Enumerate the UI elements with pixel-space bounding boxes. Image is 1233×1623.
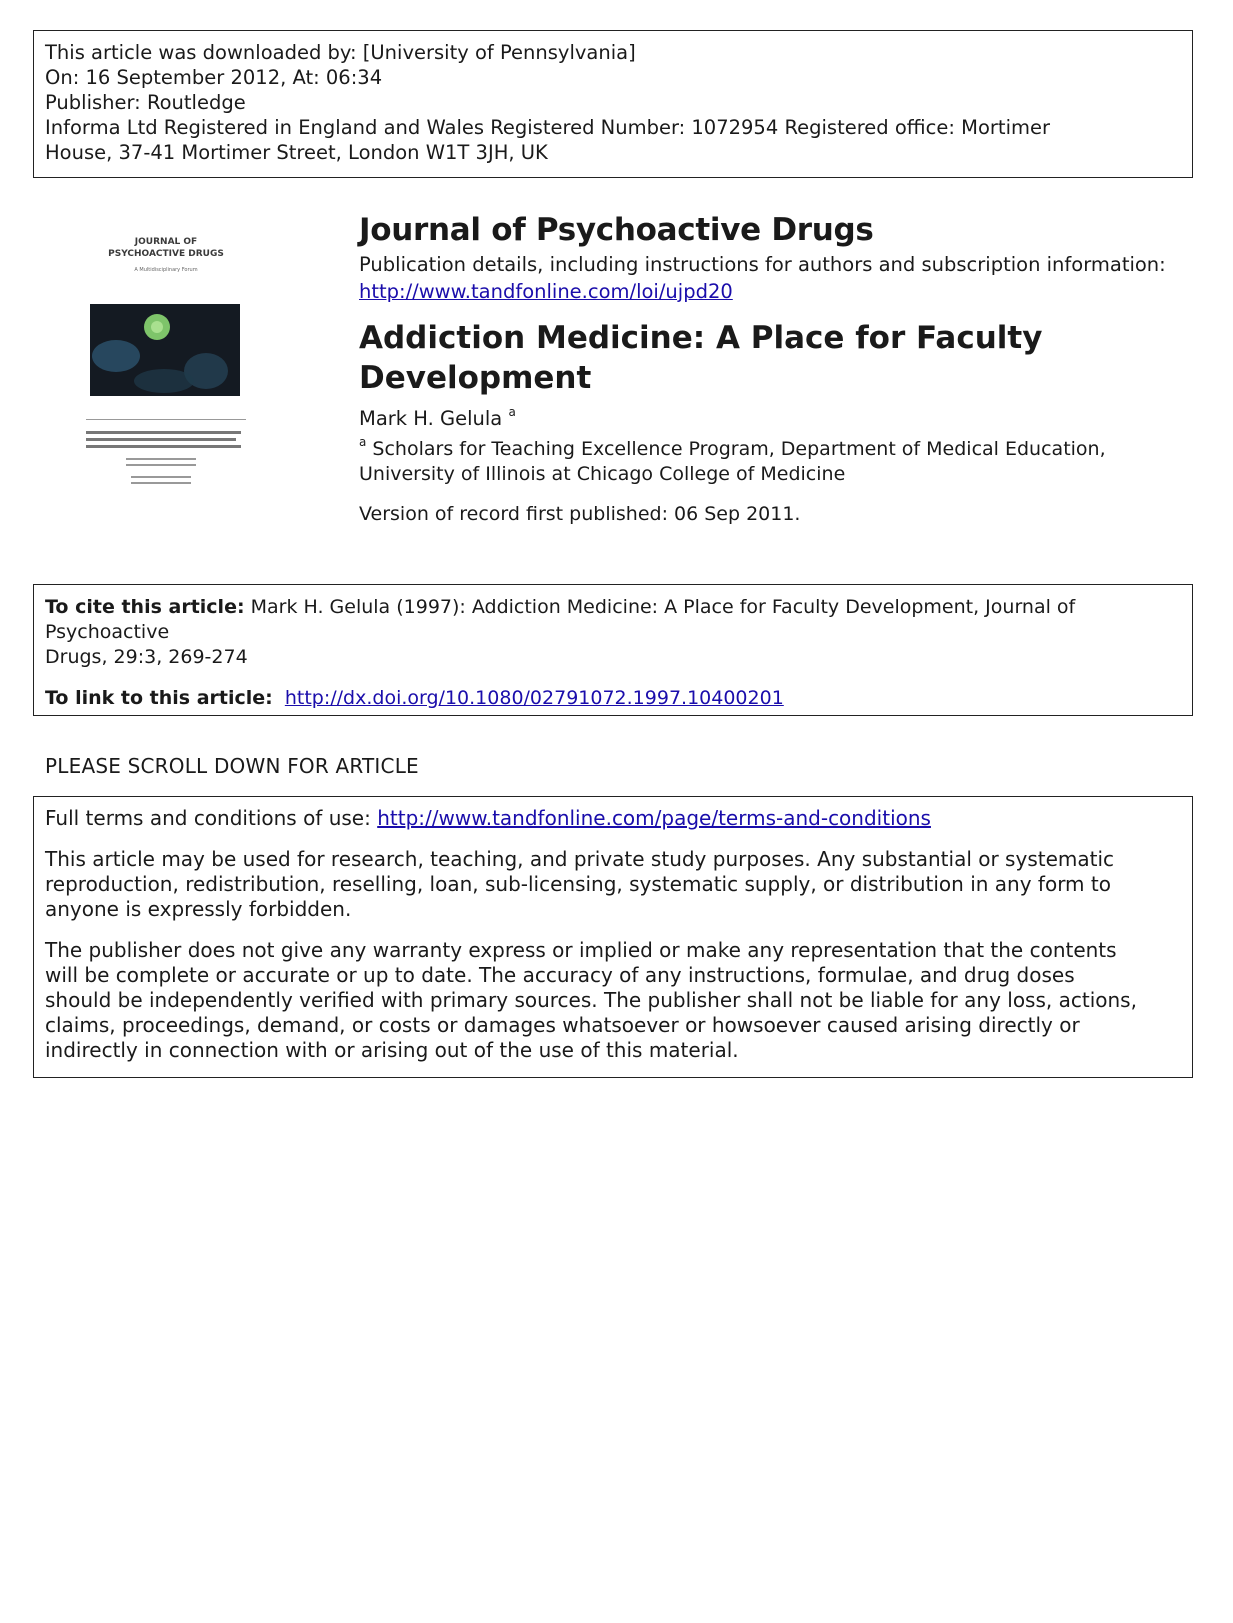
journal-url-line: [359, 279, 1179, 304]
article-header: [359, 210, 1179, 527]
cover-text-block: [86, 445, 241, 448]
article-title-line1: Addiction Medicine: A Place for Faculty: [359, 320, 1043, 356]
terms-paragraph-1: [45, 847, 1181, 922]
registration-line: Informa Ltd Registered in England and Wales Registered Number: 1072954 Registered office: Mortimer: [45, 116, 1050, 139]
cover-subtitle: A Multidisciplinary Forum: [134, 267, 198, 273]
link-label: To link to this article:: [45, 687, 273, 709]
journal-cover-image: [86, 236, 246, 506]
cover-title-line2: PSYCHOACTIVE DRUGS: [108, 249, 224, 259]
link-line: [45, 686, 1181, 711]
scroll-down-note: PLEASE SCROLL DOWN FOR ARTICLE: [45, 754, 419, 778]
article-title-line2: Development: [359, 360, 592, 396]
terms-p1-line1: This article may be used for research, teaching, and private study purposes. Any substantial or systematic: [45, 847, 1115, 871]
affiliation-marker: a: [359, 435, 367, 449]
article-title: [359, 318, 1179, 398]
cover-svg: [86, 236, 246, 506]
terms-p2-line1: The publisher does not give any warranty express or implied or make any representation that the contents: [45, 938, 1117, 962]
terms-paragraph-2: [45, 938, 1181, 1063]
address-line: House, 37-41 Mortimer Street, London W1T 3JH, UK: [45, 141, 548, 164]
citation-box: [33, 584, 1193, 716]
version-of-record: Version of record first published: 06 Sep 2011.: [359, 503, 801, 525]
journal-url-link[interactable]: http://www.tandfonline.com/loi/ujpd20: [359, 280, 733, 303]
cover-text-block: [86, 438, 236, 441]
cover-photo-blob: [134, 369, 194, 393]
cover-photo-blob: [92, 340, 140, 372]
cover-text-block: [131, 476, 191, 478]
cover-text-block: [126, 464, 196, 466]
cite-label: To cite this article:: [45, 596, 245, 618]
author-affil-marker: a: [508, 405, 516, 419]
terms-p2-line3: should be independently verified with primary sources. The publisher shall not be liable for any loss, actions,: [45, 988, 1137, 1012]
cover-title-line1: JOURNAL OF: [134, 237, 198, 247]
cover-photo-green-cell-core: [151, 321, 163, 333]
cover-text-block: [131, 482, 191, 484]
download-date-line: On: 16 September 2012, At: 06:34: [45, 66, 383, 89]
author-line: [359, 406, 1179, 431]
terms-label: Full terms and conditions of use:: [45, 806, 371, 830]
doi-link[interactable]: http://dx.doi.org/10.1080/02791072.1997.10400201: [284, 687, 784, 709]
download-notice-box: [33, 30, 1193, 178]
journal-title: Journal of Psychoactive Drugs: [359, 212, 874, 248]
affiliation-line1: Scholars for Teaching Excellence Program, Department of Medical Education,: [372, 438, 1106, 460]
cover-rule: [86, 419, 246, 420]
cover-text-block: [126, 458, 196, 460]
terms-line: [45, 806, 1181, 831]
terms-link[interactable]: http://www.tandfonline.com/page/terms-and-conditions: [377, 806, 931, 830]
terms-p1-line2: reproduction, redistribution, reselling, loan, sub-licensing, systematic supply, or distribution in any form to: [45, 872, 1111, 896]
publisher-line: Publisher: Routledge: [45, 91, 246, 114]
cite-text-line2: Drugs, 29:3, 269-274: [45, 646, 248, 668]
cover-text-block: [86, 431, 241, 434]
affiliation: [359, 437, 1179, 487]
terms-p2-line2: will be complete or accurate or up to date. The accuracy of any instructions, formulae, and drug doses: [45, 963, 1075, 987]
terms-box: [33, 796, 1193, 1078]
cite-line: [45, 595, 1181, 645]
download-line: This article was downloaded by: [University of Pennsylvania]: [45, 41, 636, 64]
terms-p1-line3: anyone is expressly forbidden.: [45, 897, 352, 921]
terms-p2-line4: claims, proceedings, demand, or costs or damages whatsoever or howsoever caused arising directly or: [45, 1013, 1080, 1037]
publication-details: Publication details, including instructions for authors and subscription information:: [359, 253, 1166, 276]
affiliation-line2: University of Illinois at Chicago College of Medicine: [359, 463, 846, 485]
author-name: Mark H. Gelula: [359, 407, 503, 430]
terms-p2-line5: indirectly in connection with or arising out of the use of this material.: [45, 1038, 739, 1062]
cite-text-line1: Mark H. Gelula (1997): Addiction Medicine: A Place for Faculty Development, Journal of Psychoactive: [45, 596, 1076, 643]
